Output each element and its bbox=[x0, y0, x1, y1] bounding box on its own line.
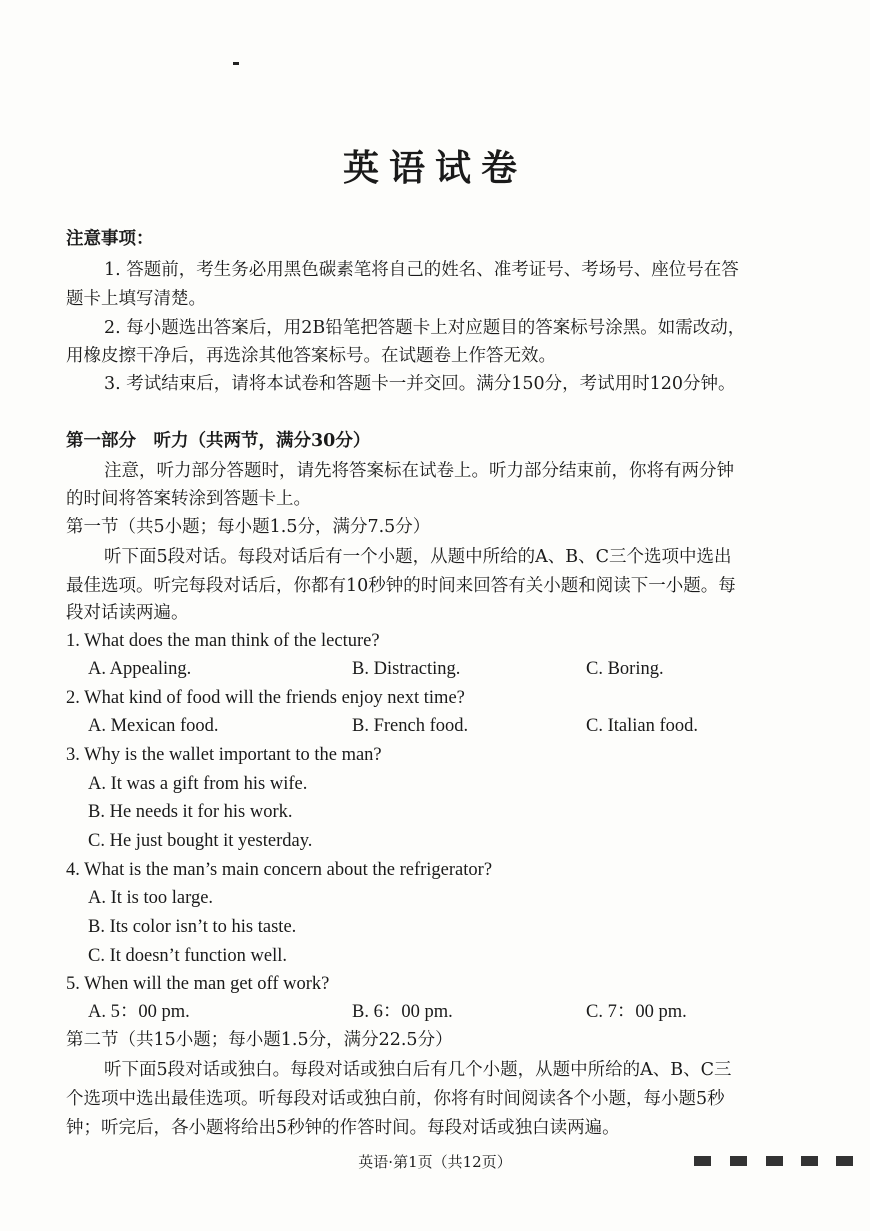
question-4: 4. What is the man’s main concern about the refrigerator? bbox=[66, 860, 493, 880]
question-5-option-b: B. 6：00 pm. bbox=[352, 1002, 453, 1022]
section1-heading: 第一节（共5小题；每小题1.5分，满分7.5分） bbox=[66, 517, 431, 537]
footer-marker bbox=[836, 1156, 853, 1166]
section2-instructions: 听下面5段对话或独白。每段对话或独白后有几个小题，从题中所给的A、B、C三 bbox=[104, 1060, 732, 1080]
question-1: 1. What does the man think of the lecture? bbox=[66, 631, 380, 651]
footer-marker bbox=[730, 1156, 747, 1166]
question-5-option-c: C. 7：00 pm. bbox=[586, 1002, 687, 1022]
question-4-option-a: A. It is too large. bbox=[88, 888, 214, 908]
question-2: 2. What kind of food will the friends enjoy next time? bbox=[66, 688, 465, 708]
scan-mark bbox=[233, 62, 239, 65]
question-2-option-b: B. French food. bbox=[352, 716, 469, 736]
question-1-option-c: C. Boring. bbox=[586, 659, 664, 679]
page-title: 英语试卷 bbox=[342, 147, 527, 189]
question-1-option-b: B. Distracting. bbox=[352, 659, 461, 679]
section2-instructions: 钟；听完后，各小题将给出5秒钟的作答时间。每段对话或独白读两遍。 bbox=[66, 1118, 620, 1138]
notice-line: 1. 答题前，考生务必用黑色碳素笔将自己的姓名、准考证号、考场号、座位号在答 bbox=[104, 260, 739, 280]
question-2-option-a: A. Mexican food. bbox=[88, 716, 219, 736]
footer-marker bbox=[801, 1156, 818, 1166]
footer-marker bbox=[694, 1156, 711, 1166]
section1-instructions: 听下面5段对话。每段对话后有一个小题，从题中所给的A、B、C三个选项中选出 bbox=[104, 547, 732, 567]
part1-intro: 的时间将答案转涂到答题卡上。 bbox=[66, 489, 311, 509]
question-4-option-b: B. Its color isn’t to his taste. bbox=[88, 917, 297, 937]
notice-heading: 注意事项： bbox=[66, 229, 154, 249]
page-footer: 英语·第1页（共12页） bbox=[358, 1153, 512, 1171]
question-3-option-a: A. It was a gift from his wife. bbox=[88, 774, 308, 794]
question-5-option-a: A. 5：00 pm. bbox=[88, 1002, 190, 1022]
notice-line: 题卡上填写清楚。 bbox=[66, 289, 206, 309]
footer-marker bbox=[766, 1156, 783, 1166]
section2-heading: 第二节（共15小题；每小题1.5分，满分22.5分） bbox=[66, 1030, 453, 1050]
question-1-option-a: A. Appealing. bbox=[88, 659, 192, 679]
notice-line: 用橡皮擦干净后，再选涂其他答案标号。在试题卷上作答无效。 bbox=[66, 346, 556, 366]
section1-instructions: 段对话读两遍。 bbox=[66, 603, 189, 623]
question-3: 3. Why is the wallet important to the man? bbox=[66, 745, 382, 765]
notice-line: 3. 考试结束后，请将本试卷和答题卡一并交回。满分150分，考试用时120分钟。 bbox=[104, 374, 736, 394]
question-3-option-b: B. He needs it for his work. bbox=[88, 802, 293, 822]
section2-instructions: 个选项中选出最佳选项。听每段对话或独白前，你将有时间阅读各个小题，每小题5秒 bbox=[66, 1089, 725, 1109]
section1-instructions: 最佳选项。听完每段对话后，你都有10秒钟的时间来回答有关小题和阅读下一小题。每 bbox=[66, 576, 736, 596]
question-3-option-c: C. He just bought it yesterday. bbox=[88, 831, 313, 851]
question-4-option-c: C. It doesn’t function well. bbox=[88, 946, 288, 966]
part1-intro: 注意，听力部分答题时，请先将答案标在试卷上。听力部分结束前，你将有两分钟 bbox=[104, 461, 734, 481]
part1-heading: 第一部分 听力（共两节，满分30分） bbox=[66, 431, 371, 451]
question-5: 5. When will the man get off work? bbox=[66, 974, 330, 994]
question-2-option-c: C. Italian food. bbox=[586, 716, 699, 736]
notice-line: 2. 每小题选出答案后，用2B铅笔把答题卡上对应题目的答案标号涂黑。如需改动， bbox=[104, 318, 746, 338]
